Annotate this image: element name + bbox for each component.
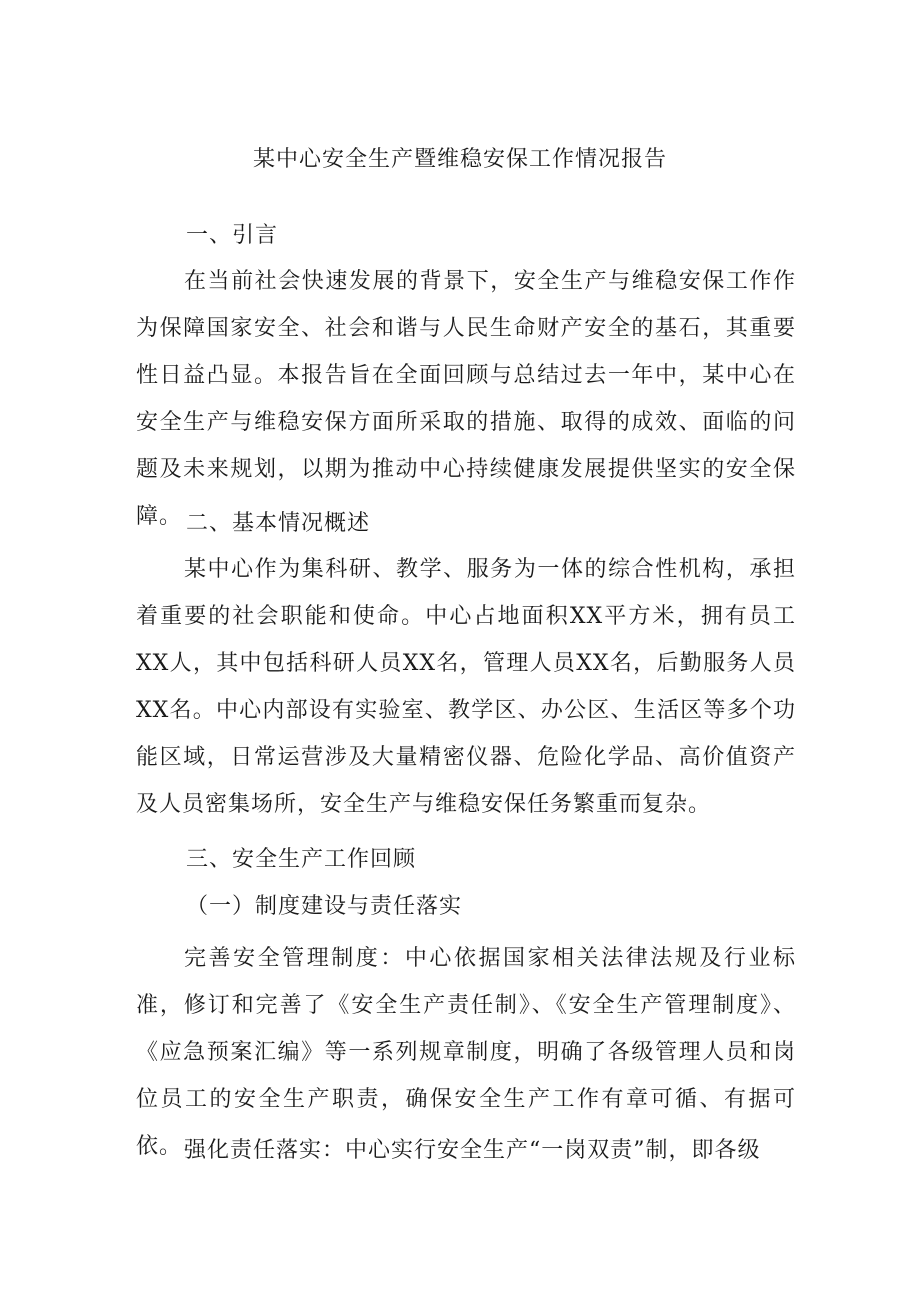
paragraph-safety-rules: 完善安全管理制度：中心依据国家相关法律法规及行业标准，修订和完善了《安全生产责任制》、《安全生产管理制度》、《应急预案汇编》等一系列规章制度，明确了各级管理人员和岗位员工的安全生产职责，确保安全生产工作有章可循、有据可依。 [136, 946, 796, 1159]
document-title: 某中心安全生产暨维稳安保工作情况报告 [252, 147, 667, 172]
section-heading-introduction: 一、引言 [186, 223, 279, 248]
section-heading-safety-review: 三、安全生产工作回顾 [186, 847, 417, 872]
paragraph-responsibility: 强化责任落实：中心实行安全生产“一岗双责”制，即各级 [184, 1138, 761, 1163]
section-heading-overview: 二、基本情况概述 [186, 511, 371, 536]
subsection-heading-system-building: （一）制度建设与责任落实 [186, 894, 463, 919]
paragraph-introduction: 在当前社会快速发展的背景下，安全生产与维稳安保工作作为保障国家安全、社会和谐与人民生命财产安全的基石，其重要性日益凸显。本报告旨在全面回顾与总结过去一年中，某中心在安全生产与维稳安保方面所采取的措施、取得的成效、面临的问题及未来规划，以期为推动中心持续健康发展提供坚实的安全保障。 [136, 269, 796, 529]
paragraph-overview: 某中心作为集科研、教学、服务为一体的综合性机构，承担着重要的社会职能和使命。中心占地面积XX平方米，拥有员工XX人，其中包括科研人员XX名，管理人员XX名，后勤服务人员XX名。中心内部设有实验室、教学区、办公区、生活区等多个功能区域，日常运营涉及大量精密仪器、危险化学品、高价值资产及人员密集场所，安全生产与维稳安保任务繁重而复杂。 [136, 557, 796, 817]
